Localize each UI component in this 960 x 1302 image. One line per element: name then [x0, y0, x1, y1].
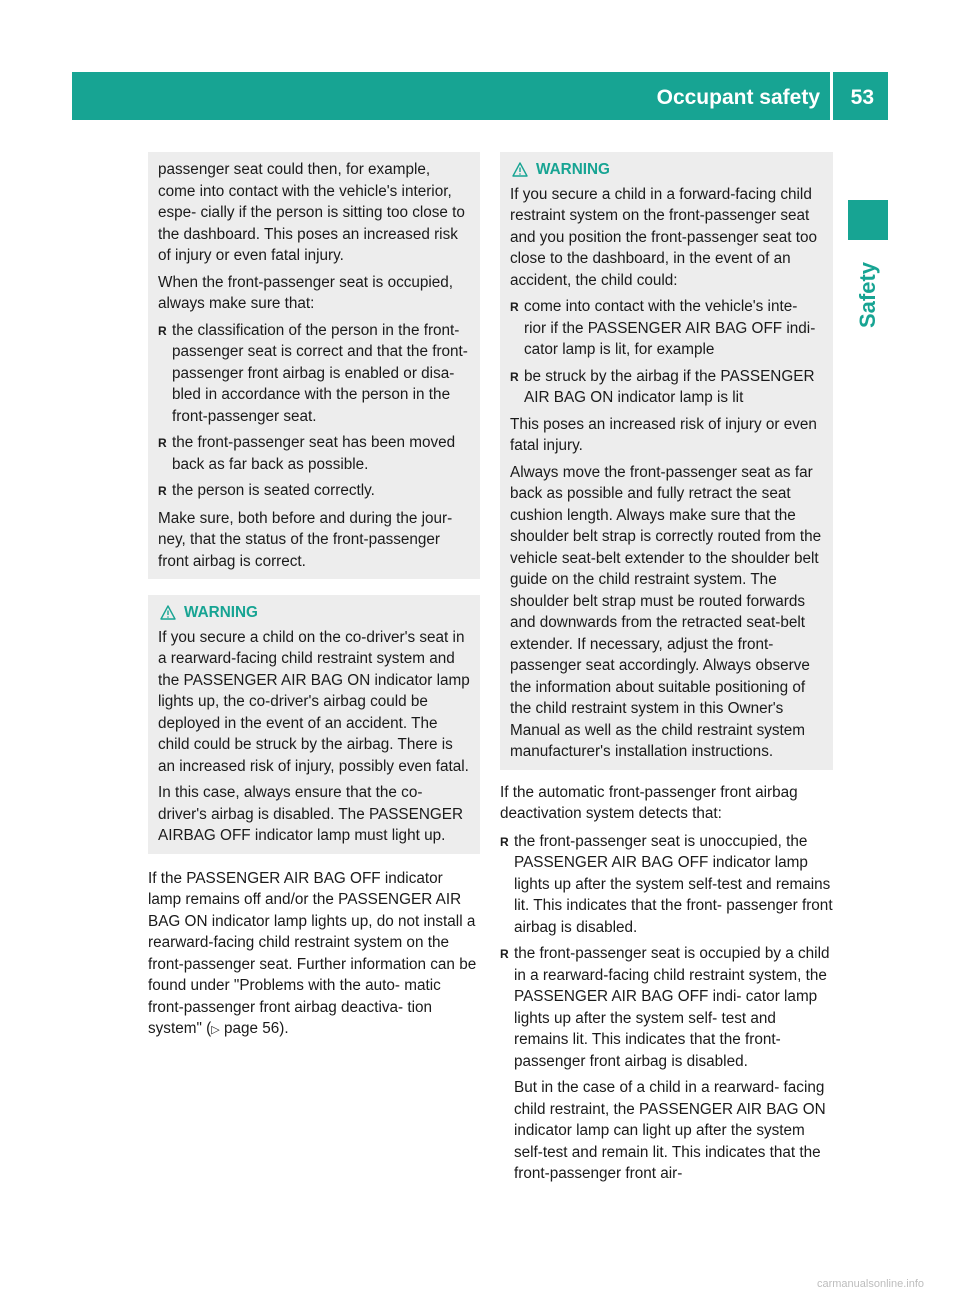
- paragraph: Always move the front-passenger seat as far back as possible and fully retract the seat cushion length. Always make sure that the shoulder belt strap is correctly routed from the vehicle seat-belt extender to the shoulder belt guide on the child restraint system. The shoulder belt strap must be routed forwards and downwards from the retracted seat-belt extender. If necessary, adjust the front- passenger seat accordingly. Always observe the information about suitable positioning of the child restraint system in this Owner's Manual as well as the child restraint system manufacturer's installation instructions.: [510, 463, 822, 760]
- warning-heading: [510, 159, 823, 181]
- list-item-text: the classification of the person in the front- passenger seat is correct and that the front- passenger front airbag is enabled or disa- bled in accordance with the person in the front-passenger seat.: [172, 321, 468, 425]
- list-item: [510, 366, 823, 409]
- list-item-text: the front-passenger seat is occupied by a child in a rearward-facing child restraint system, the PASSENGER AIR BAG OFF indi- cator lamp lights up after the system self- test and remains lit. This indicates that the front-passenger front airbag is disabled.: [514, 945, 830, 1070]
- paragraph: Make sure, both before and during the jour- ney, that the status of the front-passenger front airbag is correct.: [158, 509, 453, 570]
- paragraph: In this case, always ensure that the co-driver's airbag is disabled. The PASSENGER AIRBAG OFF indicator lamp must light up.: [158, 784, 464, 844]
- bullet-mark: R: [158, 323, 167, 338]
- paragraph: [148, 868, 480, 1042]
- bullet-mark: R: [510, 369, 519, 384]
- warning-triangle-icon: [512, 162, 528, 177]
- list-item: [500, 831, 833, 939]
- paragraph: When the front-passenger seat is occupied, always make sure that:: [158, 273, 454, 312]
- side-tab-text: Safety: [855, 261, 880, 329]
- bullet-mark: R: [158, 484, 167, 498]
- header-divider: [830, 72, 833, 120]
- paragraph: If you secure a child in a forward-facing child restraint system on the front-passenger seat and you position the front-passenger seat too close to the dashboard, in the event of an accident, the child could:: [510, 185, 817, 289]
- left-column: [148, 152, 480, 1048]
- list-item-text: come into contact with the vehicle's inte- rior if the PASSENGER AIR BAG OFF indi- cator lamp is lit, for example: [524, 298, 816, 358]
- paragraph-text: If the PASSENGER AIR BAG OFF indicator lamp remains off and/or the PASSENGER AIR BAG ON indicator lamp lights up, do not install a rearward-facing child restraint system on the front-passenger seat. Further information can be found under "Problems with the auto- matic front-passenger front airbag deactiva- tion system" (: [148, 869, 477, 1037]
- warning-title: WARNING: [536, 161, 610, 178]
- section-title: Occupant safety: [656, 86, 820, 109]
- page-ref-arrow-icon: ▷: [211, 1024, 220, 1036]
- list-item-text: be struck by the airbag if the PASSENGER AIR BAG ON indicator lamp is lit: [524, 367, 815, 406]
- list-item: [500, 943, 833, 1072]
- paragraph: This poses an increased risk of injury or even fatal injury.: [510, 415, 817, 454]
- side-tab-label: [848, 250, 888, 340]
- list-item-text: the person is seated correctly.: [172, 482, 375, 499]
- list-item: [510, 296, 823, 361]
- body-text: [500, 782, 833, 1185]
- list-item: [158, 320, 470, 428]
- warning-box: [148, 595, 480, 854]
- list-item: [158, 432, 470, 475]
- bullet-mark: R: [158, 436, 167, 450]
- warning-heading: [158, 602, 470, 624]
- page-reference-link[interactable]: page 56).: [219, 1020, 289, 1037]
- warning-title: WARNING: [184, 604, 258, 621]
- right-column: [500, 152, 833, 1191]
- list-item: [158, 480, 470, 503]
- continued-warning-box: [148, 152, 480, 579]
- side-tab-block: [848, 200, 888, 240]
- paragraph: But in the case of a child in a rearward- facing child restraint, the PASSENGER AIR BAG ON indicator lamp can light up after the system self-test and remain lit. This indicates that the front-passenger front air-: [514, 1079, 826, 1182]
- bullet-mark: R: [510, 300, 519, 314]
- header-bar: [72, 72, 888, 120]
- page-number: 53: [850, 86, 874, 109]
- watermark: carmanualsonline.info: [816, 1278, 924, 1290]
- paragraph: If the automatic front-passenger front airbag deactivation system detects that:: [500, 783, 798, 822]
- warning-box: [500, 152, 833, 770]
- paragraph: passenger seat could then, for example, come into contact with the vehicle's interior, espe- cially if the person is sitting too close to the dashboard. This poses an increased risk of injury or even fatal injury.: [158, 161, 465, 264]
- bullet-mark: R: [500, 947, 509, 961]
- warning-triangle-icon: [160, 605, 176, 620]
- paragraph: If you secure a child on the co-driver's seat in a rearward-facing child restraint system and the PASSENGER AIR BAG ON indicator lamp lights up, the co-driver's airbag could be deployed in the event of an accident. The child could be struck by the airbag. There is an increased risk of injury, possibly even fatal.: [158, 628, 470, 775]
- bullet-mark: R: [500, 834, 509, 849]
- body-text: [148, 868, 480, 1042]
- list-item-text: the front-passenger seat has been moved back as far back as possible.: [172, 434, 456, 473]
- list-item-text: the front-passenger seat is unoccupied, the PASSENGER AIR BAG OFF indicator lamp lights up after the system self-test and remains lit. This indicates that the front- passenger front airbag is disabled.: [514, 832, 833, 936]
